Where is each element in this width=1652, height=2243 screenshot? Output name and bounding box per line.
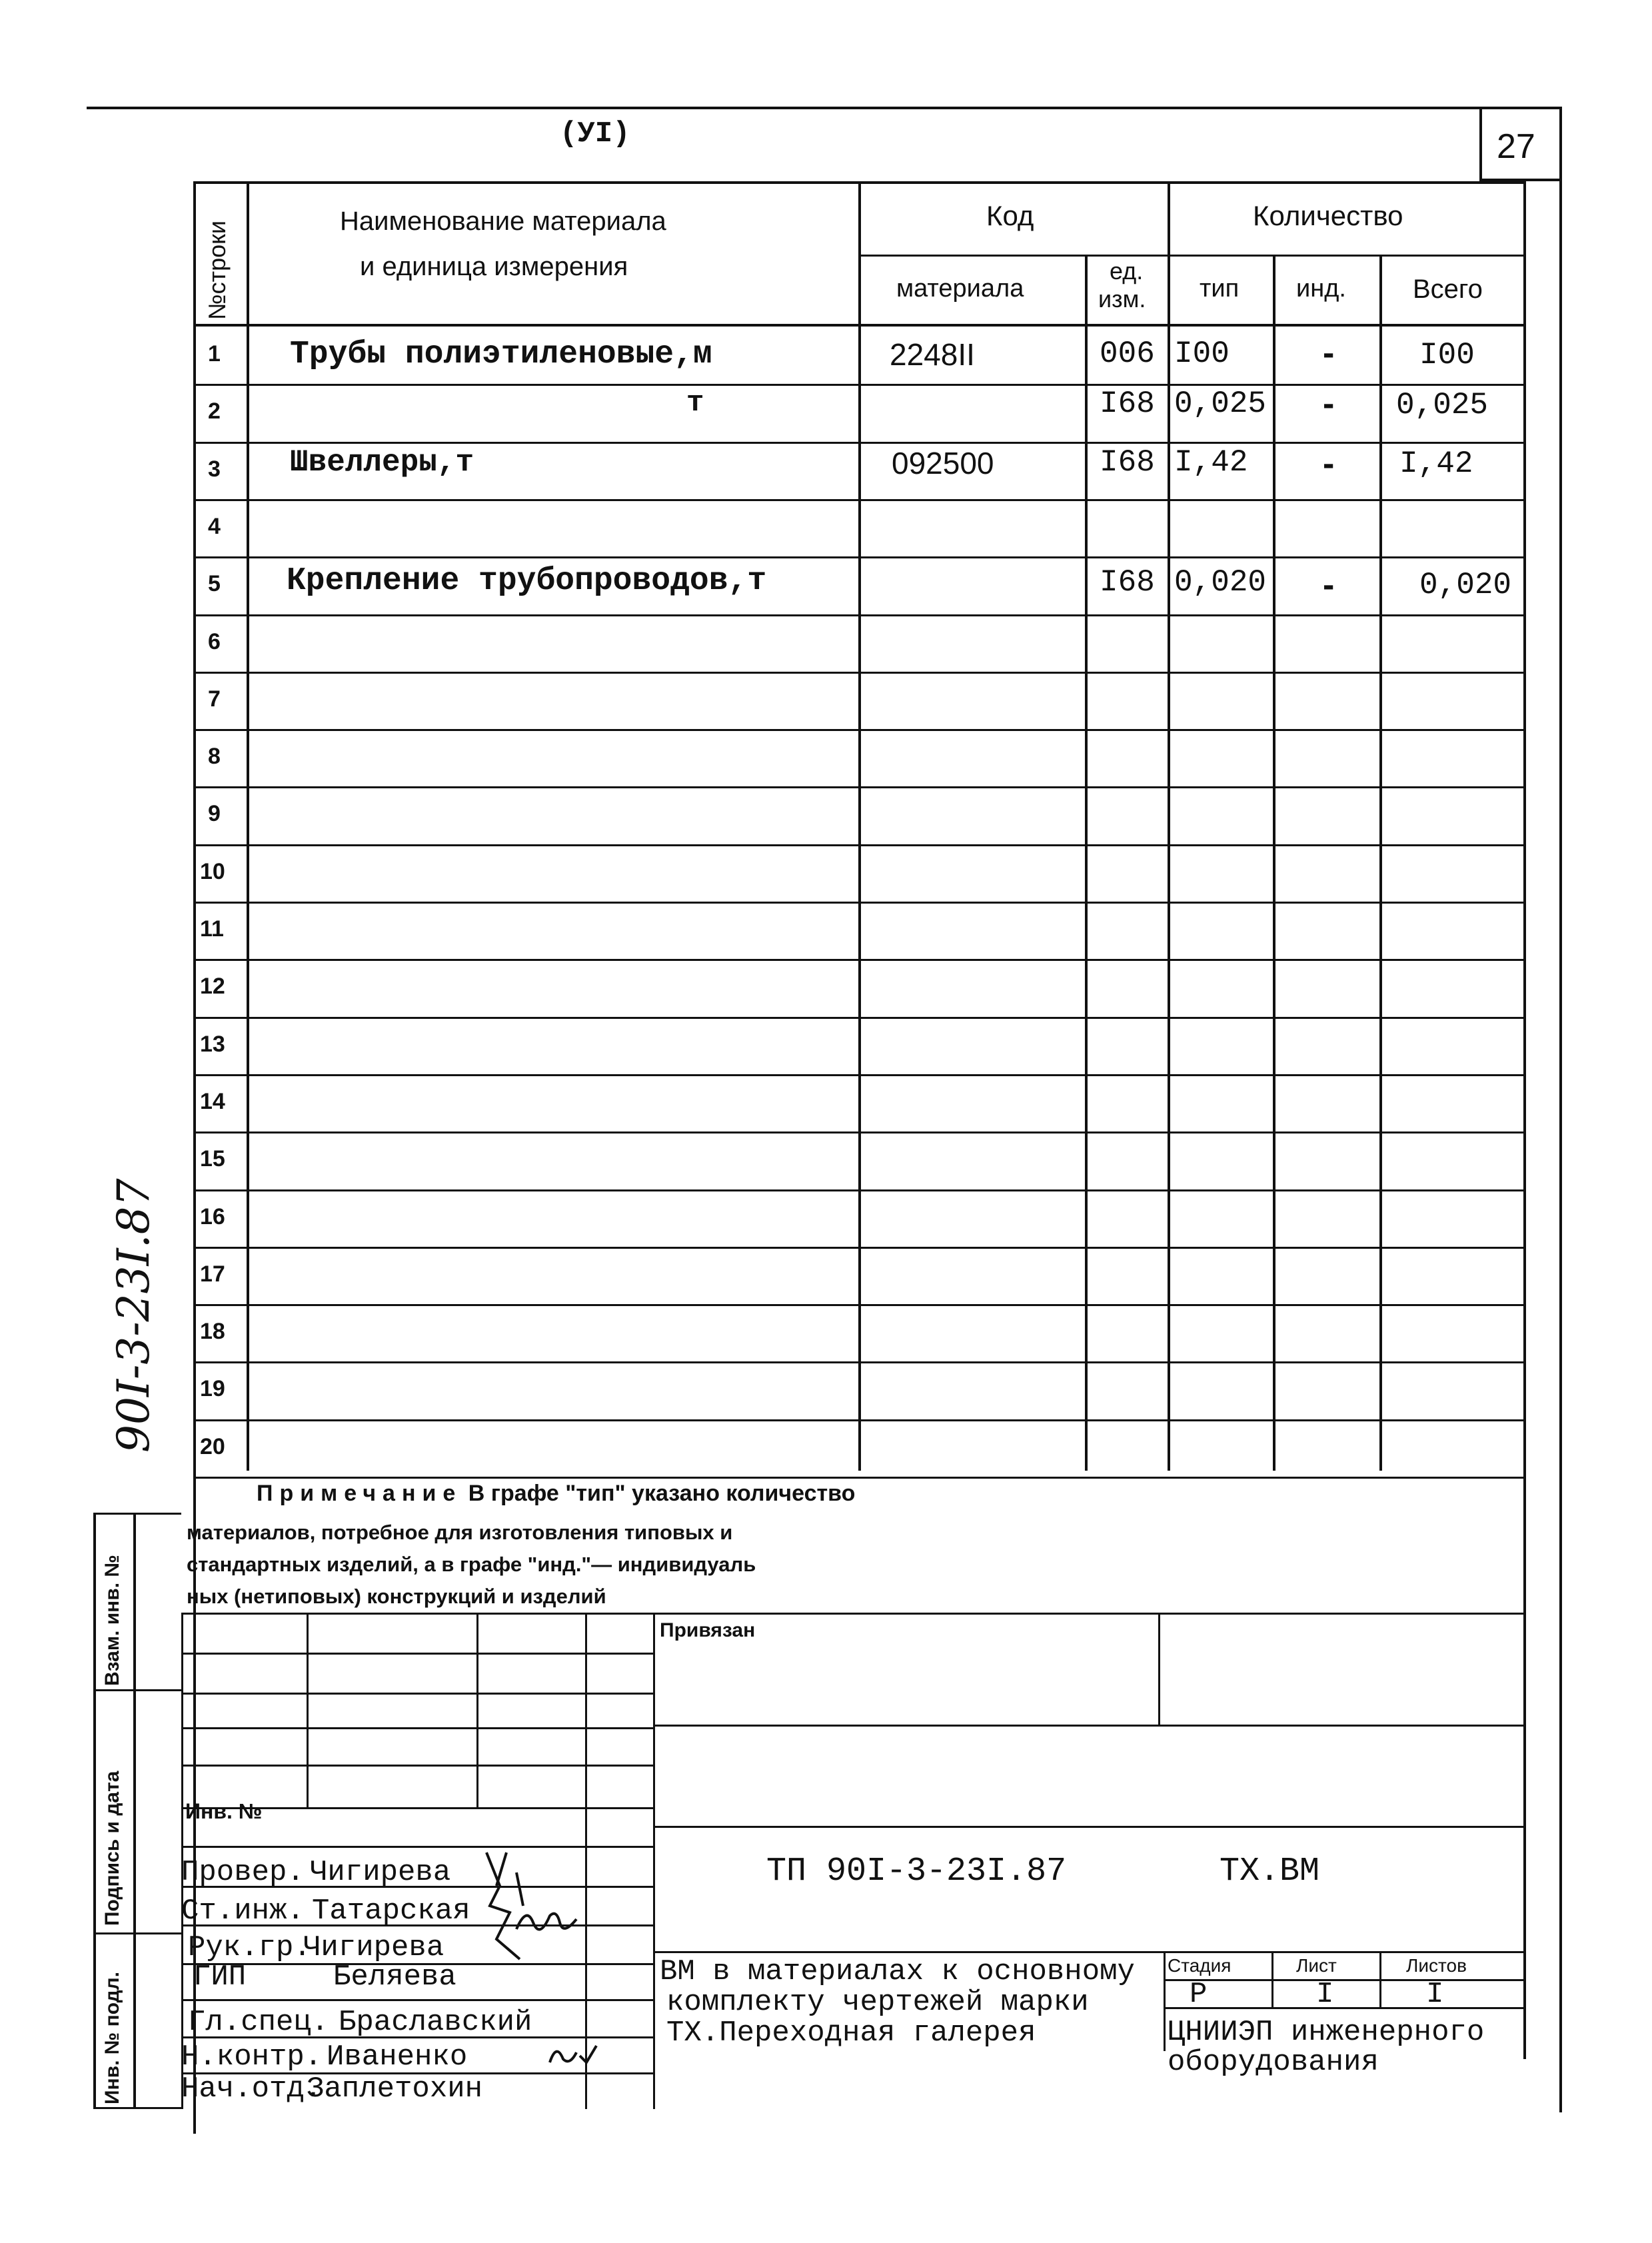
row-number: 7 — [208, 686, 221, 712]
stage-label: Стадия — [1168, 1955, 1232, 1976]
row-number: 20 — [200, 1434, 225, 1459]
row2-type: 0,025 — [1174, 386, 1267, 421]
name-header-line1: Наименование материала — [340, 207, 666, 236]
margin-inv-podl: Инв. № подл. — [101, 1971, 123, 2104]
qty-total-header: Всего — [1413, 275, 1483, 304]
row-number: 11 — [200, 916, 224, 942]
row-number: 19 — [200, 1376, 225, 1401]
sheets-value: I — [1426, 1978, 1444, 2011]
code-material-header: материала — [896, 275, 1024, 303]
row-separator — [193, 614, 1526, 616]
row-number: 4 — [208, 514, 221, 539]
sheets-label: Листов — [1406, 1955, 1467, 1976]
signer-name-4: Беляева — [333, 1960, 456, 1994]
sheet-label: Лист — [1296, 1955, 1337, 1976]
row3-total: I,42 — [1399, 446, 1473, 481]
row-separator — [193, 672, 1526, 674]
qty-ind-header: инд. — [1296, 275, 1346, 303]
row5-type: 0,020 — [1174, 565, 1267, 600]
row2-ind: - — [1323, 384, 1335, 423]
row-separator — [193, 1131, 1526, 1133]
margin-handwritten-code: 90I-3-23I.87 — [108, 1178, 159, 1453]
row1-ind: - — [1323, 334, 1335, 373]
row1-code: 2248II — [890, 337, 975, 372]
sheet-number: 27 — [1497, 127, 1535, 166]
signer-role-6: Н.контр. — [181, 2040, 323, 2074]
row-separator — [193, 959, 1526, 961]
row-separator — [193, 902, 1526, 904]
row1-name: Трубы полиэтиленовые,м — [290, 337, 712, 373]
inv-no-label: Инв. № — [185, 1799, 263, 1823]
row-number-header: №строки — [203, 220, 231, 320]
row-number: 16 — [200, 1204, 225, 1229]
row-number: 14 — [200, 1089, 225, 1114]
row-separator — [193, 1017, 1526, 1019]
margin-vzam-inv: Взам. инв. № — [101, 1555, 123, 1686]
row-separator — [193, 1304, 1526, 1306]
description-line1: ВМ в материалах к основному — [660, 1955, 1135, 1988]
row-separator — [193, 1477, 1526, 1479]
note-line4: ных (нетиповых) конструкций и изделий — [187, 1585, 606, 1608]
unit-header-line1: ед. — [1110, 257, 1144, 285]
row-separator — [193, 844, 1526, 846]
row-separator — [193, 786, 1526, 788]
row-number: 5 — [208, 571, 221, 596]
signer-name-1: Чигирева — [310, 1856, 451, 1889]
row-number: 2 — [208, 398, 221, 424]
signer-role-7: Нач.отд. — [181, 2072, 323, 2106]
privyazan-label: Привязан — [660, 1619, 756, 1641]
project-code: ТП 90I-3-23I.87 — [766, 1853, 1067, 1890]
row-number: 13 — [200, 1032, 225, 1057]
row5-ind: - — [1323, 566, 1335, 604]
row1-unit: 006 — [1100, 337, 1155, 371]
signer-name-3: Чигирева — [303, 1931, 444, 1964]
row-number: 3 — [208, 456, 221, 482]
row-number: 1 — [208, 341, 221, 367]
org-line2: оборудования — [1168, 2046, 1379, 2079]
row-number: 15 — [200, 1146, 225, 1171]
row-number: 10 — [200, 859, 225, 884]
row2-name: т — [686, 386, 704, 420]
drawing-mark: ТХ.ВМ — [1220, 1853, 1320, 1890]
row1-total: I00 — [1419, 338, 1475, 373]
signer-role-5: Гл.спец. — [188, 2006, 329, 2039]
row-separator — [193, 1247, 1526, 1249]
note-line3: стандартных изделий, а в графе "инд."— индивидуаль — [187, 1553, 756, 1576]
name-header-line2: и единица измерения — [360, 252, 628, 281]
signer-role-1: Провер. — [181, 1856, 305, 1889]
description-line2: комплекту чертежей марки — [666, 1986, 1089, 2019]
code-header: Код — [986, 200, 1034, 231]
row1-type: I00 — [1174, 337, 1230, 371]
row-number: 17 — [200, 1261, 225, 1287]
row-number: 8 — [208, 744, 221, 769]
row-number: 9 — [208, 801, 221, 826]
note-line2: материалов, потребное для изготовления типовых и — [187, 1521, 733, 1544]
note-line1: В графе "тип" указано количество — [468, 1481, 856, 1506]
row-separator — [193, 729, 1526, 731]
signer-name-6: Иваненко — [327, 2040, 468, 2074]
signer-name-7: Заплетохин — [307, 2072, 483, 2106]
row-separator — [193, 1189, 1526, 1191]
row2-unit: I68 — [1100, 386, 1155, 421]
sheet-value: I — [1316, 1978, 1334, 2011]
row5-name: Крепление трубопроводов,т — [287, 563, 767, 599]
row-separator — [193, 499, 1526, 501]
signer-role-4: ГИП — [193, 1960, 247, 1994]
signature-tatarskaya — [513, 1902, 580, 1936]
row3-ind: - — [1323, 444, 1335, 483]
row-separator — [193, 556, 1526, 558]
row2-total: 0,025 — [1396, 388, 1489, 422]
sheet-roman: (УI) — [560, 117, 630, 151]
row3-type: I,42 — [1174, 445, 1248, 480]
signature-ivanenko — [546, 2039, 600, 2069]
signer-role-3: Рук.гр. — [188, 1931, 311, 1964]
row5-unit: I68 — [1100, 565, 1155, 600]
row3-name: Швеллеры,т — [290, 445, 474, 480]
org-line1: ЦНИИЭП инженерного — [1168, 2016, 1485, 2049]
stage-value: Р — [1190, 1978, 1208, 2011]
unit-header-line2: изм. — [1098, 285, 1146, 313]
description-line3: ТХ.Переходная галерея — [666, 2016, 1036, 2050]
note-lead: Примечание — [257, 1481, 462, 1506]
quantity-header: Количество — [1253, 200, 1403, 231]
signer-name-2: Татарская — [312, 1894, 470, 1928]
margin-podpis-data: Подпись и дата — [101, 1771, 123, 1926]
row5-total: 0,020 — [1419, 568, 1512, 602]
row-separator — [193, 1419, 1526, 1421]
row3-unit: I68 — [1100, 445, 1155, 480]
signer-role-2: Ст.инж. — [181, 1894, 305, 1928]
row-separator — [193, 1074, 1526, 1076]
row-number: 6 — [208, 629, 221, 654]
signer-name-5: Браславский — [339, 2006, 532, 2039]
row3-code: 092500 — [892, 446, 994, 480]
row-number: 18 — [200, 1319, 225, 1344]
row-separator — [193, 1361, 1526, 1363]
row-number: 12 — [200, 974, 225, 999]
qty-type-header: тип — [1200, 275, 1239, 303]
